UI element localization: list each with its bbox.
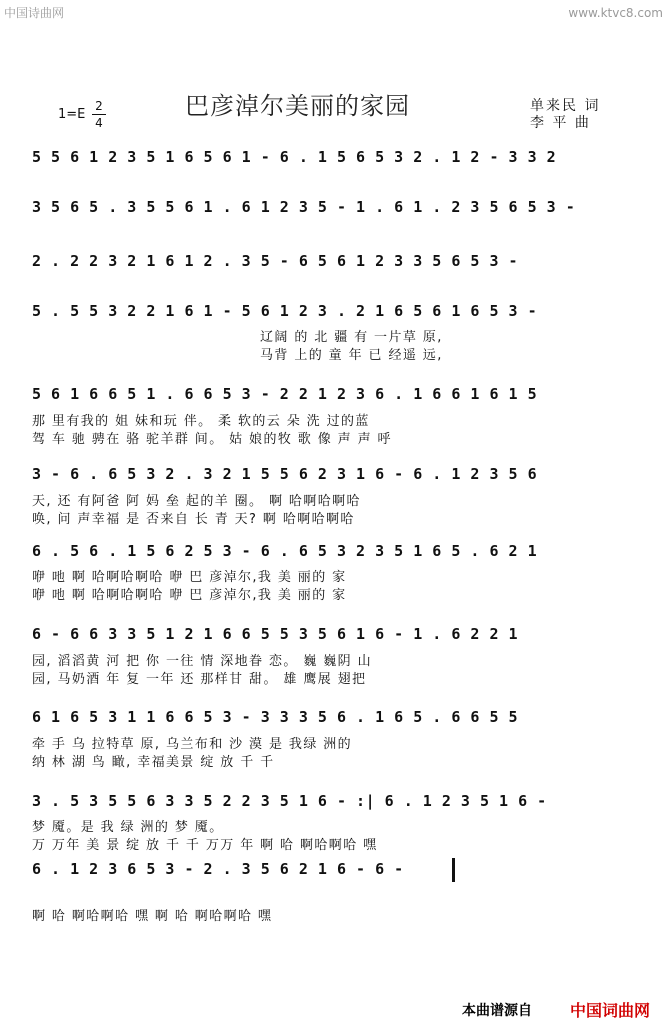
- footer-site-name: 中国词曲网: [570, 1001, 651, 1020]
- score-row-8-notes: 6 - 6 6 3 3 5 1 2 1 6 6 5 5 3 5 6 1 6 - 1 . 6 2 2 1: [32, 625, 519, 643]
- composer-credit: 李 平 曲: [530, 115, 591, 131]
- score-row-4-notes: 5 . 5 5 3 2 2 1 6 1 - 5 6 1 2 3 . 2 1 6 5 6 1 6 5 3 -: [32, 302, 538, 320]
- score-row-5-notes: 5 6 1 6 6 5 1 . 6 6 5 3 - 2 2 1 2 3 6 . 1 6 6 1 6 1 5: [32, 385, 538, 403]
- score-row-4-lyric-2: 马背 上的 童 年 已 经遥 远,: [260, 348, 443, 363]
- score-row-11-lyric-1: 啊 哈 啊哈啊哈 嘿 啊 哈 啊哈啊哈 嘿: [32, 909, 273, 924]
- score-row-9-lyric-1: 牵 手 乌 拉特草 原, 乌兰布和 沙 漠 是 我绿 洲的: [32, 737, 353, 752]
- score-row-2-notes: 3 5 6 5 . 3 5 5 6 1 . 6 1 2 3 5 - 1 . 6 1 . 2 3 5 6 5 3 -: [32, 198, 576, 216]
- score-row-6-lyric-1: 天, 还 有阿爸 阿 妈 垒 起的羊 圈。 啊 哈啊哈啊哈: [32, 494, 361, 509]
- score-row-9-notes: 6 1 6 5 3 1 1 6 6 5 3 - 3 3 3 5 6 . 1 6 5 . 6 6 5 5: [32, 708, 519, 726]
- score-row-1-notes: 5 5 6 1 2 3 5 1 6 5 6 1 - 6 . 1 5 6 5 3 2 . 1 2 - 3 3 2: [32, 148, 557, 166]
- score-row-7-lyric-1: 咿 吔 啊 哈啊哈啊哈 咿 巴 彦淖尔,我 美 丽的 家: [32, 570, 347, 585]
- score-row-6-notes: 3 - 6 . 6 5 3 2 . 3 2 1 5 5 6 2 3 1 6 - 6 . 1 2 3 5 6: [32, 465, 538, 483]
- time-signature-bottom: 4: [95, 116, 103, 130]
- score-row-8-lyric-2: 园, 马奶酒 年 复 一年 还 那样甘 甜。 雄 鹰展 翅把: [32, 672, 367, 687]
- time-signature: [92, 98, 106, 131]
- lyricist-credit: 单来民 词: [530, 98, 601, 114]
- score-row-8-lyric-1: 园, 滔滔黄 河 把 你 一往 情 深地眷 恋。 巍 巍阴 山: [32, 654, 372, 669]
- score-row-5-lyric-1: 那 里有我的 姐 妹和玩 伴。 柔 软的云 朵 洗 过的蓝: [32, 414, 370, 429]
- watermark-top-left: 中国诗曲网: [4, 6, 65, 20]
- score-row-7-lyric-2: 咿 吔 啊 哈啊哈啊哈 咿 巴 彦淖尔,我 美 丽的 家: [32, 588, 347, 603]
- score-row-10-lyric-1: 梦 魇。是 我 绿 洲的 梦 魇。: [32, 820, 224, 835]
- final-barline: [452, 858, 455, 882]
- score-row-9-lyric-2: 纳 林 湖 鸟 瞰, 幸福美景 绽 放 千 千: [32, 755, 275, 770]
- time-signature-top: 2: [92, 98, 106, 115]
- score-row-4-lyric-1: 辽阔 的 北 疆 有 一片草 原,: [260, 330, 443, 345]
- score-row-10-lyric-2: 万 万年 美 景 绽 放 千 千 万万 年 啊 哈 啊哈啊哈 嘿: [32, 838, 378, 853]
- footer-source-label: 本曲谱源自: [462, 1003, 532, 1019]
- score-row-7-notes: 6 . 5 6 . 1 5 6 2 5 3 - 6 . 6 5 3 2 3 5 1 6 5 . 6 2 1: [32, 542, 538, 560]
- score-row-10-notes: 3 . 5 3 5 5 6 3 3 5 2 2 3 5 1 6 - :| 6 . 1 2 3 5 1 6 -: [32, 792, 547, 810]
- key-signature: 1=E: [58, 107, 86, 122]
- song-title: 巴彦淖尔美丽的家园: [185, 92, 410, 120]
- score-row-5-lyric-2: 驾 车 驰 骋在 骆 驼羊群 间。 姑 娘的牧 歌 像 声 声 呼: [32, 432, 392, 447]
- score-row-3-notes: 2 . 2 2 3 2 1 6 1 2 . 3 5 - 6 5 6 1 2 3 3 5 6 5 3 -: [32, 252, 519, 270]
- watermark-top-right: www.ktvc8.com: [568, 6, 663, 20]
- score-row-6-lyric-2: 唤, 问 声幸福 是 否来自 长 青 天? 啊 哈啊哈啊哈: [32, 512, 355, 527]
- score-row-11-notes: 6 . 1 2 3 6 5 3 - 2 . 3 5 6 2 1 6 - 6 -: [32, 860, 404, 878]
